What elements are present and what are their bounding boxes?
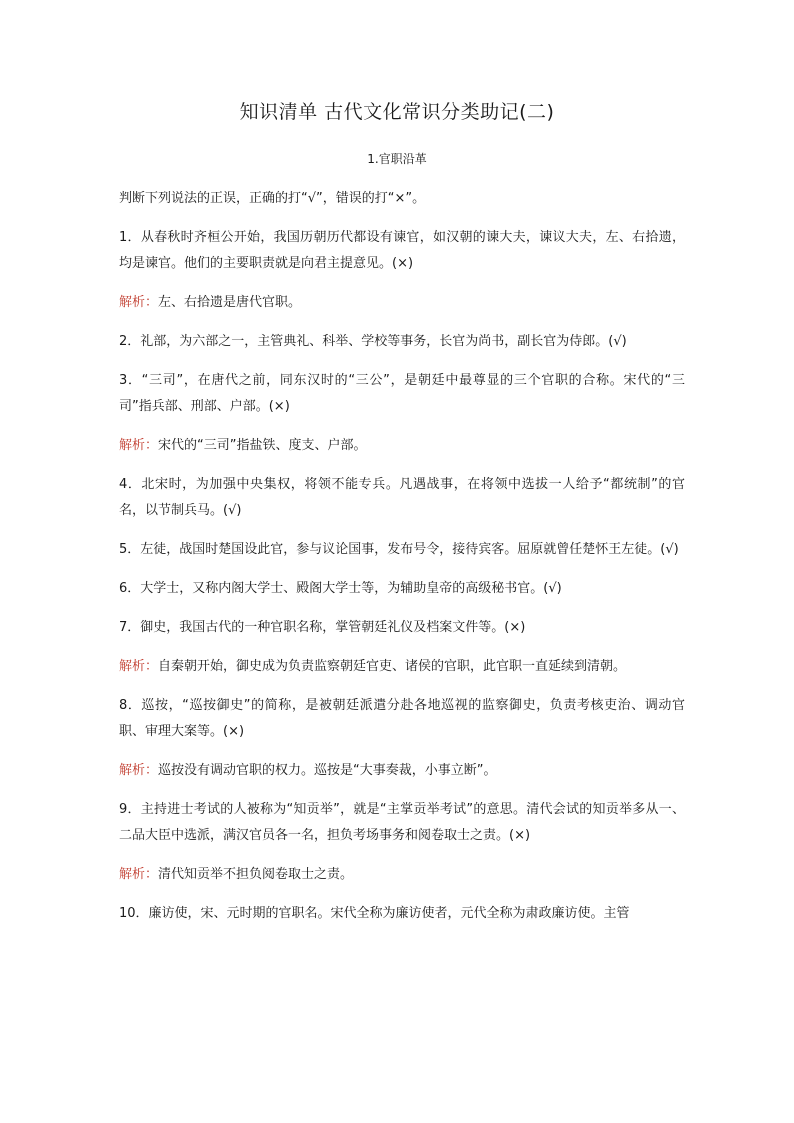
question-item-6: 6．大学士，又称内阁大学士、殿阁大学士等，为辅助皇帝的高级秘书官。(√)	[119, 581, 562, 596]
question-item-3: 3．“三司”，在唐代之前，同东汉时的“三公”，是朝廷中最尊显的三个官职的合称。宋代的“三司”指兵部、刑部、户部。(×)	[119, 373, 685, 414]
analysis-label: 解析：	[119, 867, 159, 882]
question-item-8: 8．巡按，“巡按御史”的简称，是被朝廷派遣分赴各地巡视的监察御史，负责考核吏治、调动官职、审理大案等。(×)	[119, 698, 685, 739]
analysis-label: 解析：	[119, 763, 159, 778]
analysis-text: 宋代的“三司”指盐铁、度支、户部。	[158, 438, 367, 453]
question-item-4: 4．北宋时，为加强中央集权，将领不能专兵。凡遇战事，在将领中选拔一人给予“都统制”的官名，以节制兵马。(√)	[119, 477, 685, 518]
question-item-9: 9．主持进士考试的人被称为“知贡举”，就是“主掌贡举考试”的意思。清代会试的知贡举多从一、二品大臣中选派，满汉官员各一名，担负考场事务和阅卷取士之责。(×)	[119, 802, 685, 843]
analysis-item-9	[119, 862, 685, 888]
instruction-text: 判断下列说法的正误，正确的打“√”，错误的打“×”。	[119, 191, 426, 206]
analysis-text: 清代知贡举不担负阅卷取士之责。	[158, 867, 354, 882]
question-item-7: 7．御史，我国古代的一种官职名称，掌管朝廷礼仪及档案文件等。(×)	[119, 620, 526, 635]
analysis-text: 左、右拾遗是唐代官职。	[158, 295, 302, 310]
question-item-2: 2．礼部，为六部之一，主管典礼、科举、学校等事务，长官为尚书，副长官为侍郎。(√)	[119, 334, 627, 349]
analysis-label: 解析：	[119, 438, 159, 453]
analysis-label: 解析：	[119, 295, 159, 310]
question-item-10: 10．廉访使，宋、元时期的官职名。宋代全称为廉访使者，元代全称为肃政廉访使。主管	[119, 906, 630, 921]
content-body	[119, 186, 685, 940]
analysis-text: 自秦朝开始，御史成为负责监察朝廷官吏、诸侯的官职，此官职一直延续到清朝。	[158, 659, 627, 674]
analysis-item-7	[119, 654, 685, 680]
section-heading: 1.官职沿革	[367, 152, 427, 166]
question-item-5: 5．左徒，战国时楚国设此官，参与议论国事，发布号令，接待宾客。屈原就曾任楚怀王左徒。(√)	[119, 542, 679, 557]
analysis-item-1	[119, 290, 685, 316]
analysis-item-8	[119, 758, 685, 784]
analysis-item-3	[119, 433, 685, 459]
analysis-label: 解析：	[119, 659, 159, 674]
question-item-1: 1．从春秋时齐桓公开始，我国历朝历代都设有谏官，如汉朝的谏大夫，谏议大夫，左、右拾遗，均是谏官。他们的主要职责就是向君主提意见。(×)	[119, 230, 685, 271]
page-title: 知识清单 古代文化常识分类助记(二)	[239, 101, 555, 123]
analysis-text: 巡按没有调动官职的权力。巡按是“大事奏裁，小事立断”。	[158, 763, 497, 778]
